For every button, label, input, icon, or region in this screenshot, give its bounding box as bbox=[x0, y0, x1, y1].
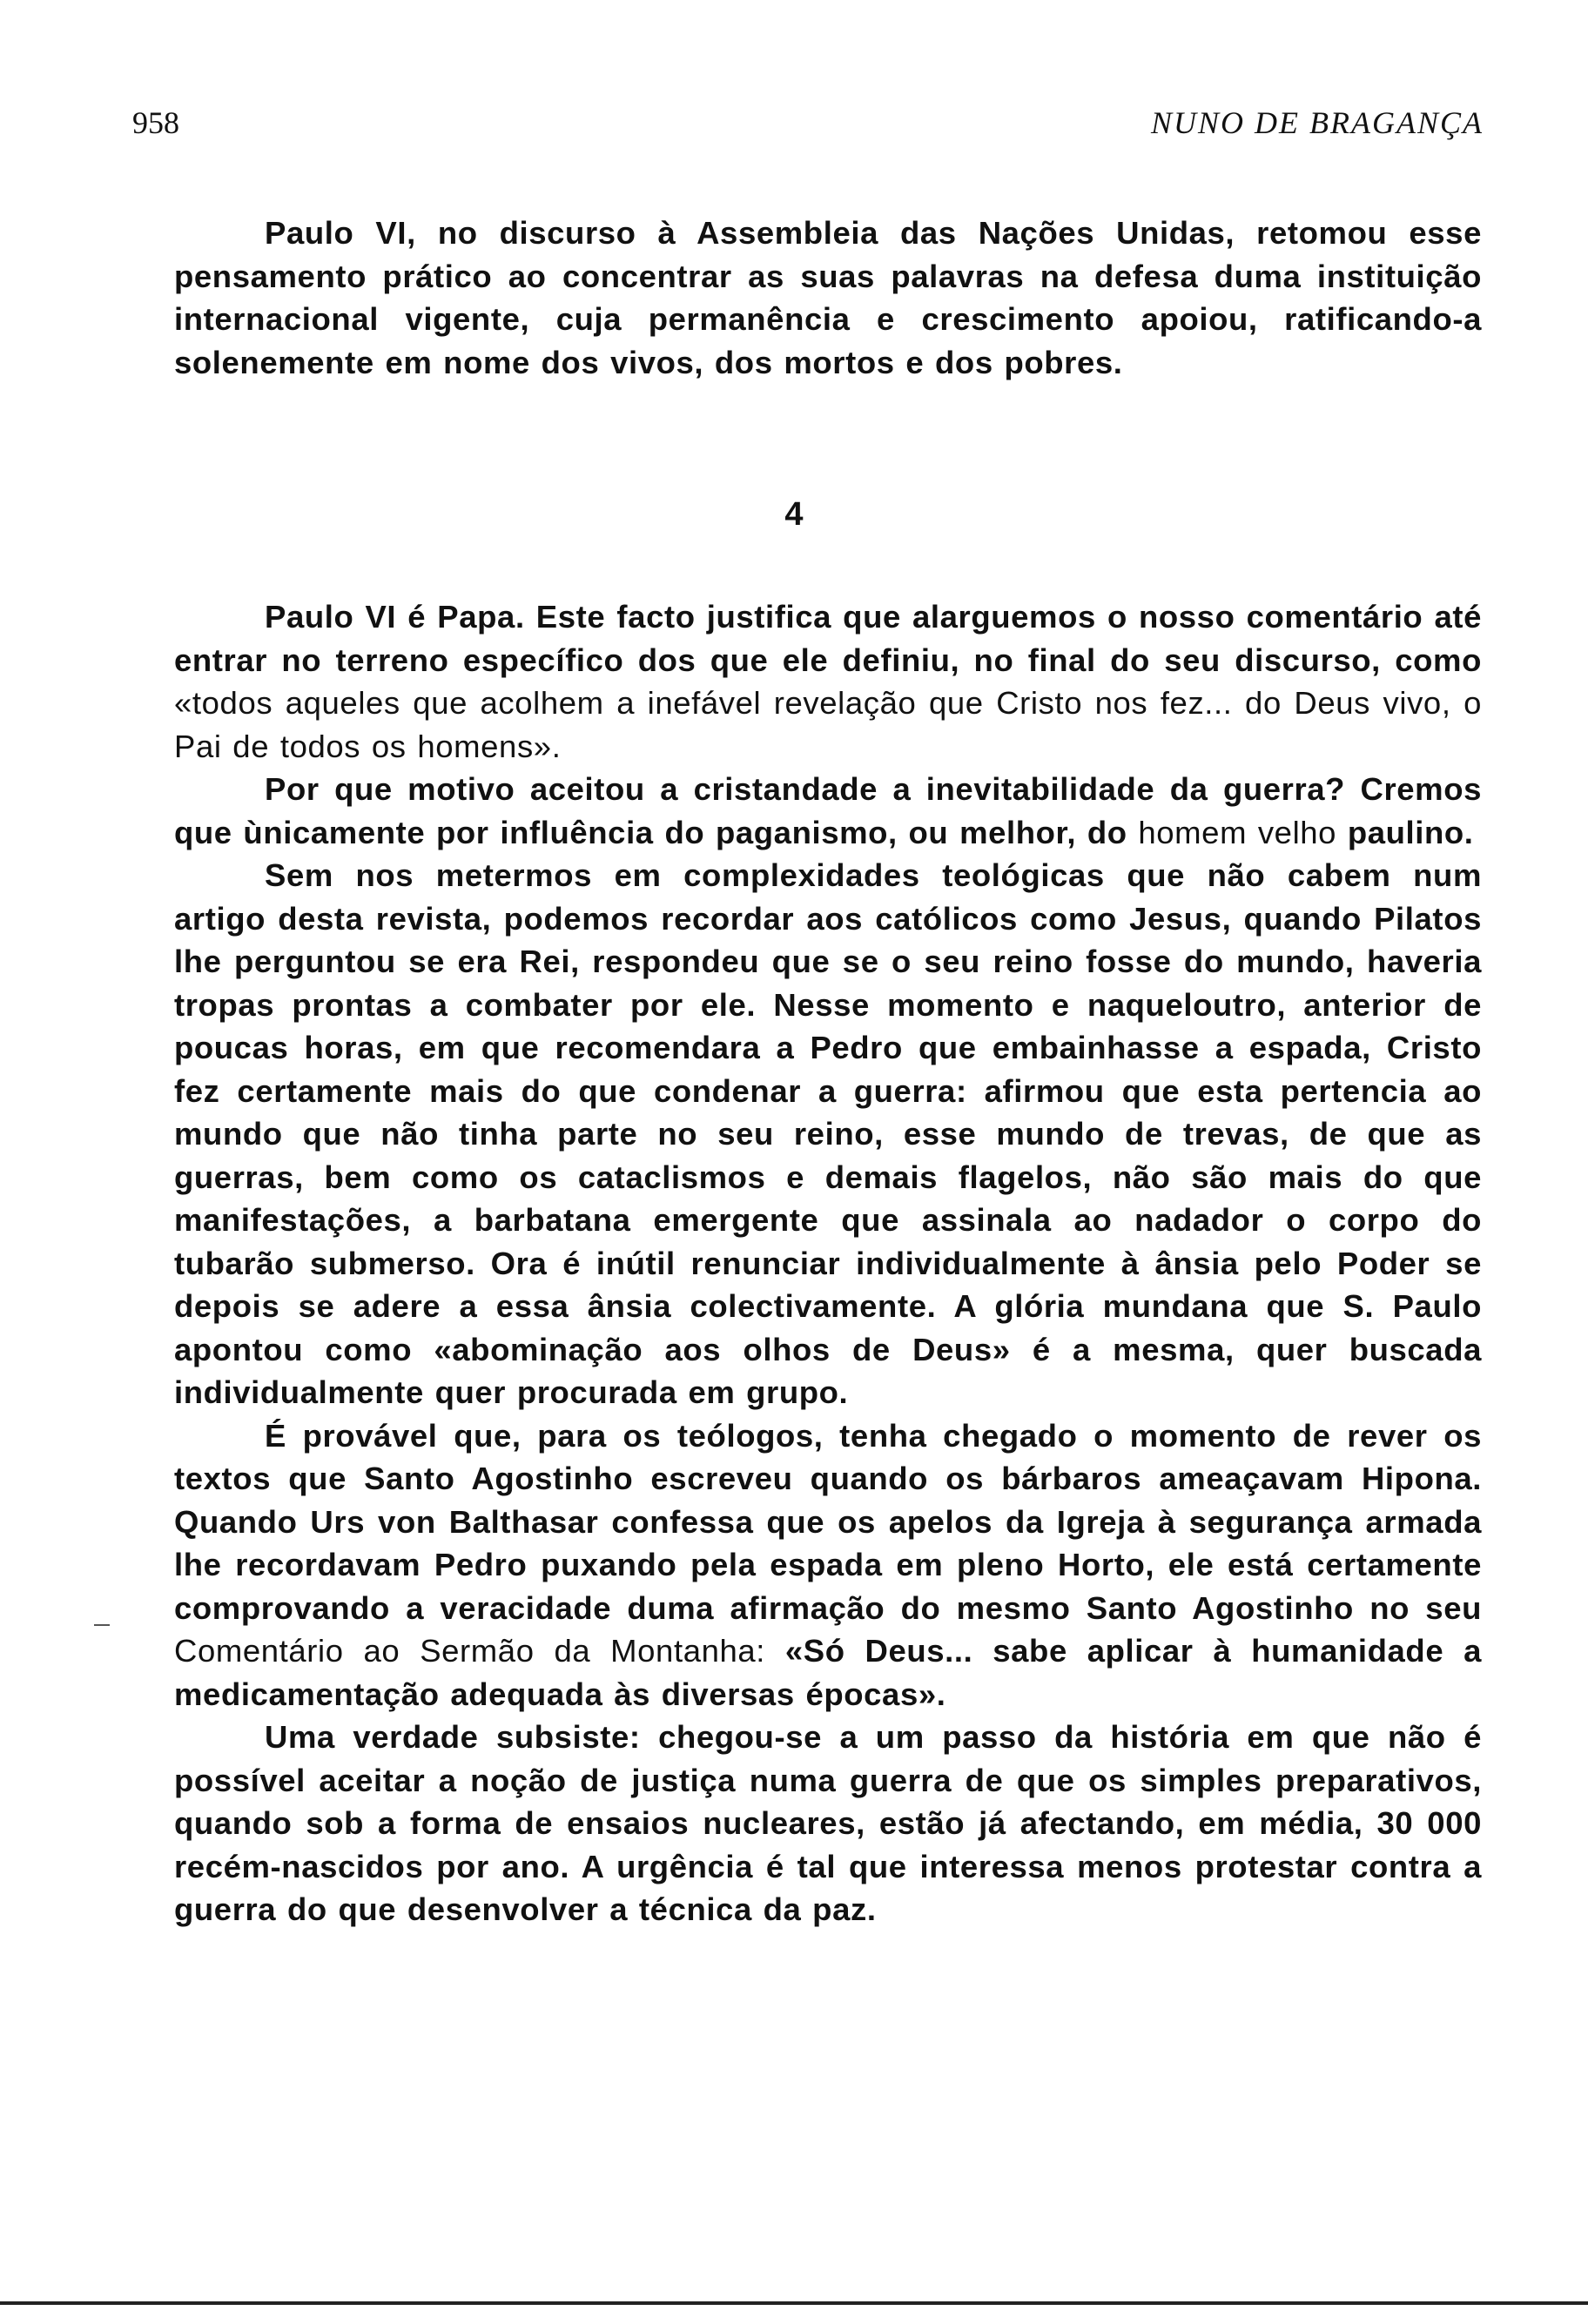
text-run: Por que motivo aceitou a cristandade a inevitabilidade da guerra? Cremos que ùnicamente por influência do paganismo, ou melhor, do bbox=[174, 771, 1482, 850]
text-run: Paulo VI, no discurso à Assembleia das Nações Unidas, retomou esse pensamento prático ao concentrar as suas palavras na defesa duma instituição internacional vigente, cuja permanência e crescimento apoiou, ratificando-a solenemente em nome dos vivos, dos mortos e dos pobres. bbox=[174, 215, 1482, 380]
text-run: «Só Deus... sabe aplicar à humanidade a medicamentação adequada às diversas épocas». bbox=[174, 1633, 1482, 1712]
quotation-run: «todos aqueles que acolhem a inefável revelação que Cristo nos fez... do Deus vivo, o Pai de todos os homens». bbox=[174, 685, 1482, 764]
margin-mark bbox=[94, 1624, 110, 1626]
text-run: paulino. bbox=[1347, 814, 1474, 850]
page-number: 958 bbox=[132, 105, 179, 140]
work-title-run: Comentário ao Sermão da Montanha: bbox=[174, 1633, 785, 1669]
paragraph bbox=[174, 1414, 1482, 1716]
paragraph bbox=[174, 854, 1482, 1414]
running-title: NUNO DE BRAGANÇA bbox=[1151, 105, 1484, 140]
paragraph bbox=[174, 768, 1482, 854]
running-head bbox=[132, 104, 1484, 157]
opening-paragraph-block bbox=[174, 212, 1482, 384]
text-run: Paulo VI é Papa. Este facto justifica que alarguemos o nosso comentário até entrar no terreno específico dos que ele definiu, no final do seu discurso, como bbox=[174, 599, 1482, 678]
paragraph bbox=[174, 595, 1482, 768]
paragraph bbox=[174, 212, 1482, 384]
bottom-rule bbox=[0, 2301, 1588, 2305]
text-run: Sem nos metermos em complexidades teológicas que não cabem num artigo desta revista, podemos recordar aos católicos como Jesus, quando Pilatos lhe perguntou se era Rei, respondeu que se o seu reino fosse do mundo, haveria tropas prontas a combater por ele. Nesse momento e naqueloutro, anterior de poucas horas, em que recomendara a Pedro que embainhasse a espada, Cristo fez certamente mais do que condenar a guerra: afirmou que esta pertencia ao mundo que não tinha parte no seu reino, esse mundo de trevas, de que as guerras, bem como os cataclismos e demais flagelos, não são mais do que manifestações, a barbatana emergente que assinala ao nadador o corpo do tubarão submerso. Ora é inútil renunciar individualmente à ânsia pelo Poder se depois se adere a essa ânsia colectivamente. A glória mundana que S. Paulo apontou como «abominação aos olhos de Deus» é a mesma, quer buscada individualmente quer procurada em grupo. bbox=[174, 857, 1482, 1410]
section-number: 4 bbox=[784, 496, 804, 533]
paragraph bbox=[174, 1716, 1482, 1931]
text-run-light: homem velho bbox=[1138, 814, 1348, 850]
section-body bbox=[174, 595, 1482, 1931]
text-run: É provável que, para os teólogos, tenha chegado o momento de rever os textos que Santo Agostinho escreveu quando os bárbaros ameaçavam Hipona. Quando Urs von Balthasar confessa que os apelos da Igreja à segurança armada lhe recordavam Pedro puxando pela espada em pleno Horto, ele está certamente comprovando a veracidade duma afirmação do mesmo Santo Agostinho no seu bbox=[174, 1417, 1482, 1626]
text-run: Uma verdade subsiste: chegou-se a um passo da história em que não é possível aceitar a noção de justiça numa guerra de que os simples preparativos, quando sob a forma de ensaios nucleares, estão já afectando, em média, 30 000 recém-nascidos por ano. A urgência é tal que interessa menos protestar contra a guerra do que desenvolver a técnica da paz. bbox=[174, 1719, 1482, 1927]
